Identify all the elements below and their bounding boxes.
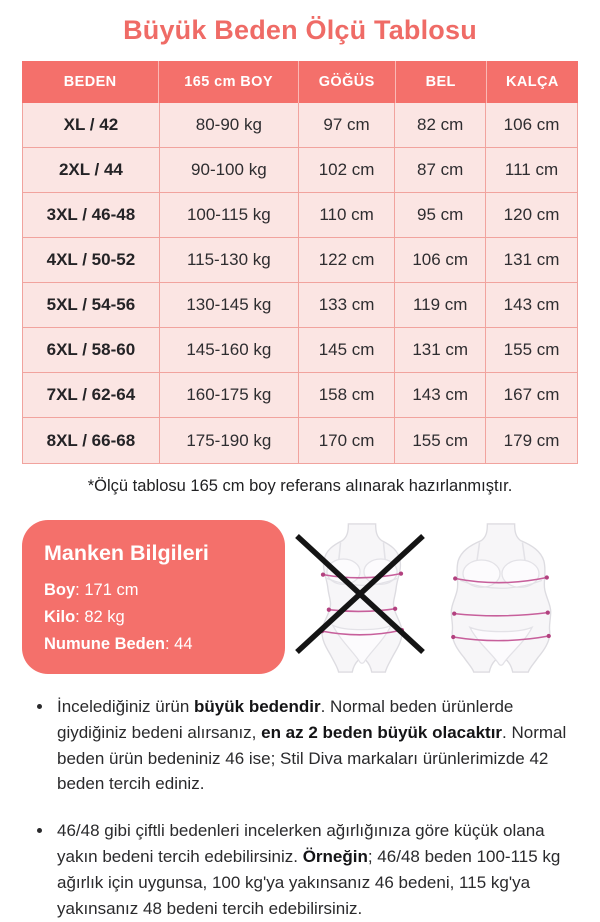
hip-cell: 111 cm [504,160,559,179]
header-cell-bel: BEL [396,61,487,103]
bust-cell: 133 cm [299,283,395,327]
bust-cell: 122 cm [299,238,395,282]
weight-cell: 80-90 kg [160,103,299,147]
table-row [23,373,577,418]
table-body [22,103,578,464]
table-row [23,193,577,238]
size-cell: 5XL / 54-56 [23,283,160,327]
hip-cell: 143 cm [503,295,560,314]
size-cell: 6XL / 58-60 [23,328,160,372]
bullet-text-segment-bold: büyük bedendir [194,697,321,716]
size-cell: 3XL / 46-48 [23,193,160,237]
model-info-row [44,631,263,658]
cross-x-icon [293,532,427,656]
bullet-text-segment: 46/48 gibi çiftli bedenleri incelerken ağırlığınıza göre küçük olana yakın bedeni tercih edebilirsiniz. [57,821,545,867]
bullet-text-segment: . Normal beden ürünlerde giydiğiniz bedeni alırsanız, [57,697,514,742]
bust-cell: 170 cm [299,418,395,463]
table-row [23,103,577,148]
model-info-box [22,520,285,674]
figure-illustrations [285,520,578,674]
bullet-item [54,818,570,921]
size-table [22,61,578,464]
model-info-value: : 44 [165,634,193,653]
plus-body-figure-icon [440,522,562,674]
hip-cell: 106 cm [503,115,560,134]
table-row [23,148,577,193]
model-info-label: Numune Beden [44,634,166,653]
waist-cell: 106 cm [395,238,486,282]
bust-cell: 158 cm [299,373,395,417]
weight-cell: 175-190 kg [160,418,299,463]
bullet-text-segment: İncelediğiniz ürün [57,697,195,716]
table-header-row [22,61,578,103]
size-cell: 4XL / 50-52 [23,238,160,282]
table-row [23,418,577,463]
model-info-row [44,577,263,604]
waist-cell: 87 cm [395,148,486,192]
plus-size-figure [440,522,562,674]
page-title: Büyük Beden Ölçü Tablosu [123,15,477,45]
bust-cell: 110 cm [299,193,395,237]
size-cell: 7XL / 62-64 [23,373,160,417]
weight-cell: 145-160 kg [160,328,299,372]
model-info-label: Kilo [44,607,76,626]
model-info-title: Manken Bilgileri [44,541,209,565]
hip-cell: 131 cm [503,250,560,269]
weight-cell: 90-100 kg [160,148,299,192]
size-cell: 8XL / 66-68 [23,418,160,463]
header-cell-kalca: KALÇA [505,74,559,90]
model-info-section [22,520,578,674]
waist-cell: 155 cm [395,418,486,463]
hip-cell: 120 cm [503,205,560,224]
size-cell: XL / 42 [23,103,160,147]
size-cell: 2XL / 44 [23,148,160,192]
waist-cell: 131 cm [395,328,486,372]
bust-cell: 97 cm [299,103,395,147]
header-cell-boy: 165 cm BOY [159,61,299,103]
weight-cell: 115-130 kg [160,238,299,282]
waist-cell: 143 cm [395,373,486,417]
waist-cell: 119 cm [395,283,486,327]
table-footnote: *Ölçü tablosu 165 cm boy referans alınarak hazırlanmıştır. [87,477,513,495]
model-info-label: Boy [44,581,76,599]
model-info-value: : 82 kg [75,607,125,626]
bullet-text-segment-bold: en az 2 beden büyük olacaktır [261,722,503,742]
weight-cell: 160-175 kg [160,373,299,417]
crossed-out-normal-figure [301,522,423,674]
hip-cell: 155 cm [503,340,560,359]
bullet-text-segment: ; 46/48 beden 100-115 kg ağırlık için uygunsa, 100 kg'ya yakınsanız 46 bedeni, 115 kg'ya yakınsanız 48 bedeni tercih edebilirsiniz. [57,847,561,918]
weight-cell: 100-115 kg [160,193,299,237]
table-row [23,283,577,328]
bullet-text-segment: . Normal beden ürün bedeniniz 46 ise; Stil Diva markaları ürünlerimizde 42 beden tercih ediniz. [57,722,567,794]
hip-cell: 167 cm [503,385,560,404]
model-info-value: : 171 cm [75,581,139,599]
bust-cell: 145 cm [299,328,395,372]
model-info-row [44,604,263,631]
hip-cell: 179 cm [503,430,560,450]
table-row [23,328,577,373]
waist-cell: 82 cm [395,103,486,147]
table-row [23,238,577,283]
bullet-item [54,694,570,797]
bullet-text-segment-bold: Örneğin [302,847,368,867]
header-cell-beden: BEDEN [22,61,159,103]
info-bullet-list [34,694,570,922]
waist-cell: 95 cm [395,193,486,237]
header-cell-gogus: GÖĞÜS [299,61,396,103]
bust-cell: 102 cm [299,148,395,192]
weight-cell: 130-145 kg [160,283,299,327]
